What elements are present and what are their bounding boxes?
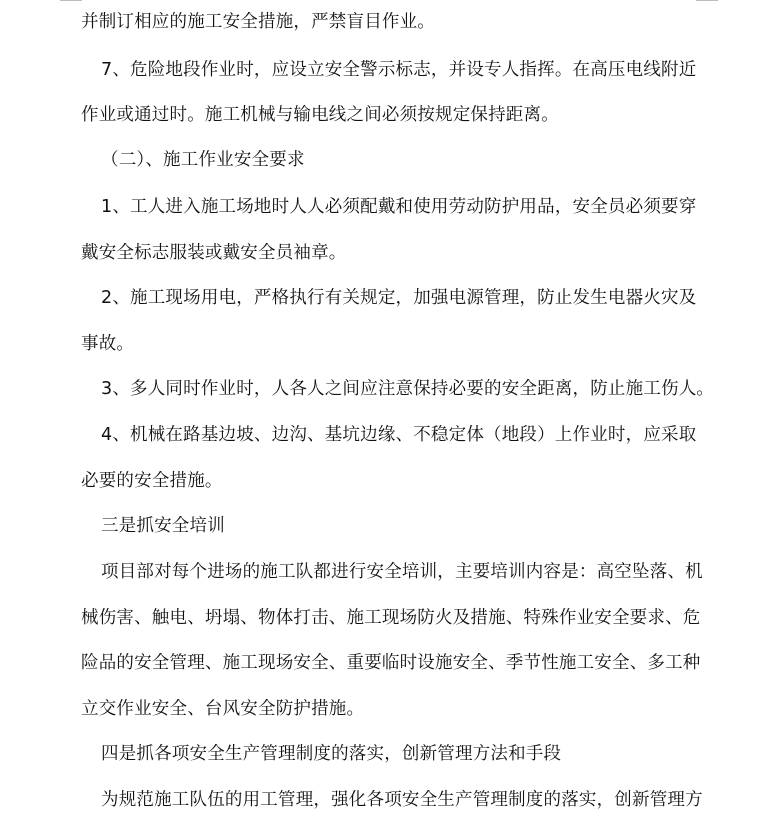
paragraph-line: 并制订相应的施工安全措施，严禁盲目作业。 [81, 12, 435, 32]
paragraph-line: 为规范施工队伍的用工管理，强化各项安全生产管理制度的落实，创新管理方 [101, 790, 703, 810]
paragraph-line: 3、多人同时作业时，人各人之间应注意保持必要的安全距离，防止施工伤人。 [101, 379, 715, 399]
paragraph-line: 4、机械在路基边坡、边沟、基坑边缘、不稳定体（地段）上作业时，应采取 [101, 425, 697, 445]
paragraph-line: 作业或通过时。施工机械与输电线之间必须按规定保持距离。 [81, 105, 559, 125]
paragraph-line: 1、工人进入施工场地时人人必须配戴和使用劳动防护用品，安全员必须要穿 [101, 197, 697, 217]
paragraph-line: 2、施工现场用电，严格执行有关规定，加强电源管理，防止发生电器火灾及 [101, 288, 697, 308]
paragraph-line: 7、危险地段作业时，应设立安全警示标志，并设专人指挥。在高压电线附近 [101, 60, 697, 80]
section-heading: 三是抓安全培训 [101, 516, 225, 536]
section-heading: （二）、施工作业安全要求 [101, 150, 305, 170]
paragraph-line: 险品的安全管理、施工现场安全、重要临时设施安全、季节性施工安全、多工种 [81, 653, 701, 673]
paragraph-line: 械伤害、触电、坍塌、物体打击、施工现场防火及措施、特殊作业安全要求、危 [81, 608, 701, 628]
paragraph-line: 立交作业安全、台风安全防护措施。 [81, 699, 365, 719]
paragraph-line: 项目部对每个进场的施工队都进行安全培训，主要培训内容是：高空坠落、机 [101, 562, 703, 582]
paragraph-line: 必要的安全措施。 [81, 471, 223, 491]
paragraph-line: 戴安全标志服装或戴安全员袖章。 [81, 243, 347, 263]
paragraph-line: 事故。 [81, 334, 135, 354]
section-heading: 四是抓各项安全生产管理制度的落实，创新管理方法和手段 [101, 744, 562, 764]
page-corner-mark-left [60, 0, 82, 1]
page-corner-mark-right [696, 0, 718, 1]
